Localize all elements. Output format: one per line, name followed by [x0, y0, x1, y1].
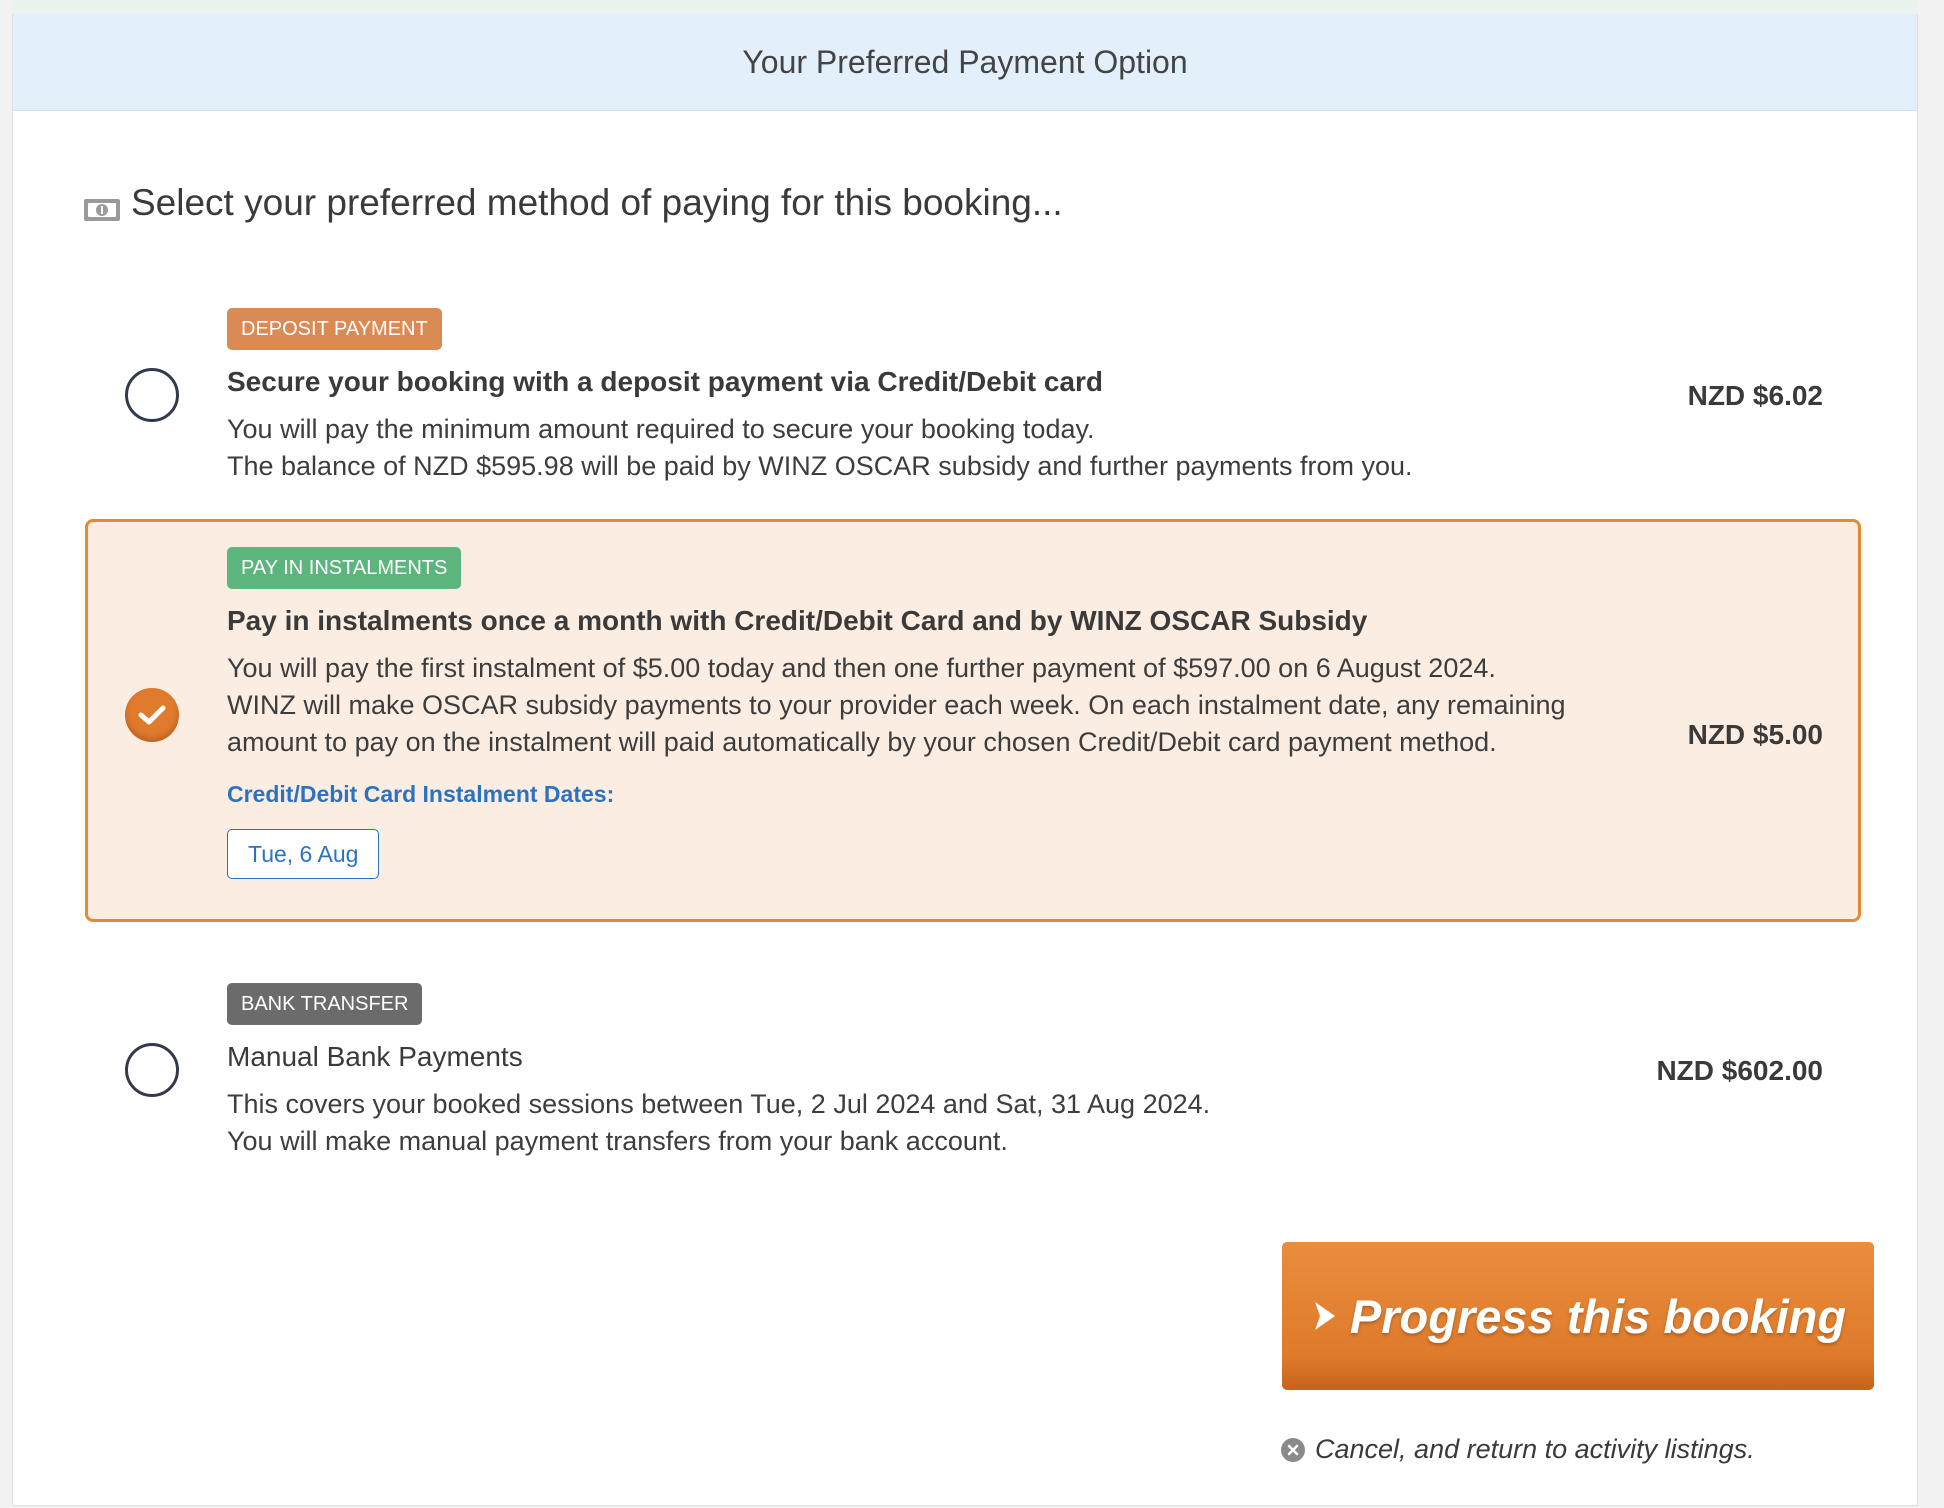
- instalment-dates-label: Credit/Debit Card Instalment Dates:: [227, 781, 615, 807]
- top-strip: [12, 0, 1918, 15]
- progress-booking-button[interactable]: [1282, 1242, 1874, 1390]
- deposit-badge: DEPOSIT PAYMENT: [227, 308, 442, 350]
- payment-option-deposit[interactable]: [85, 294, 1861, 504]
- instalments-radio-checked[interactable]: [125, 688, 179, 742]
- intro: [83, 182, 1063, 224]
- bank-transfer-radio[interactable]: [125, 1043, 179, 1097]
- cancel-link[interactable]: [1281, 1434, 1755, 1465]
- deposit-desc-line-1: You will pay the minimum amount required to secure your booking today.: [227, 414, 1095, 444]
- payment-option-bank-transfer[interactable]: [85, 969, 1861, 1179]
- instalments-desc-line-2: WINZ will make OSCAR subsidy payments to your provider each week. On each instalment date, any remaining: [227, 690, 1566, 720]
- instalments-price: NZD $5.00: [1687, 719, 1823, 750]
- instalment-date-chip: Tue, 6 Aug: [227, 829, 379, 879]
- bank-transfer-desc-line-1: This covers your booked sessions between Tue, 2 Jul 2024 and Sat, 31 Aug 2024.: [227, 1089, 1211, 1119]
- instalments-badge: PAY IN INSTALMENTS: [227, 547, 461, 589]
- deposit-desc-line-2: The balance of NZD $595.98 will be paid by WINZ OSCAR subsidy and further payments from you.: [227, 451, 1413, 481]
- bank-transfer-price: NZD $602.00: [1656, 1055, 1823, 1086]
- page-title: Your Preferred Payment Option: [742, 43, 1188, 80]
- money-icon: [83, 190, 121, 216]
- deposit-title: Secure your booking with a deposit payment via Credit/Debit card: [227, 366, 1103, 397]
- payment-panel: [12, 14, 1918, 1506]
- checkmark-icon: [138, 704, 166, 726]
- cancel-label: Cancel, and return to activity listings.: [1315, 1434, 1755, 1464]
- chevron-right-icon: [1310, 1298, 1340, 1334]
- panel-header: [13, 14, 1917, 111]
- deposit-price: NZD $6.02: [1687, 380, 1823, 411]
- progress-booking-label: Progress this booking: [1349, 1289, 1847, 1343]
- bank-transfer-badge: BANK TRANSFER: [227, 983, 422, 1025]
- bank-transfer-desc-line-2: You will make manual payment transfers from your bank account.: [227, 1126, 1008, 1156]
- instalments-desc-line-1: You will pay the first instalment of $5.00 today and then one further payment of $597.00 on 6 August 2024.: [227, 653, 1496, 683]
- intro-text: Select your preferred method of paying for this booking...: [131, 182, 1063, 223]
- payment-option-instalments[interactable]: [85, 519, 1861, 922]
- instalments-desc-line-3: amount to pay on the instalment will paid automatically by your chosen Credit/Debit card payment method.: [227, 727, 1497, 757]
- close-icon: [1281, 1438, 1305, 1462]
- instalments-title: Pay in instalments once a month with Credit/Debit Card and by WINZ OSCAR Subsidy: [227, 605, 1368, 636]
- bank-transfer-title: Manual Bank Payments: [227, 1041, 523, 1072]
- deposit-radio[interactable]: [125, 368, 179, 422]
